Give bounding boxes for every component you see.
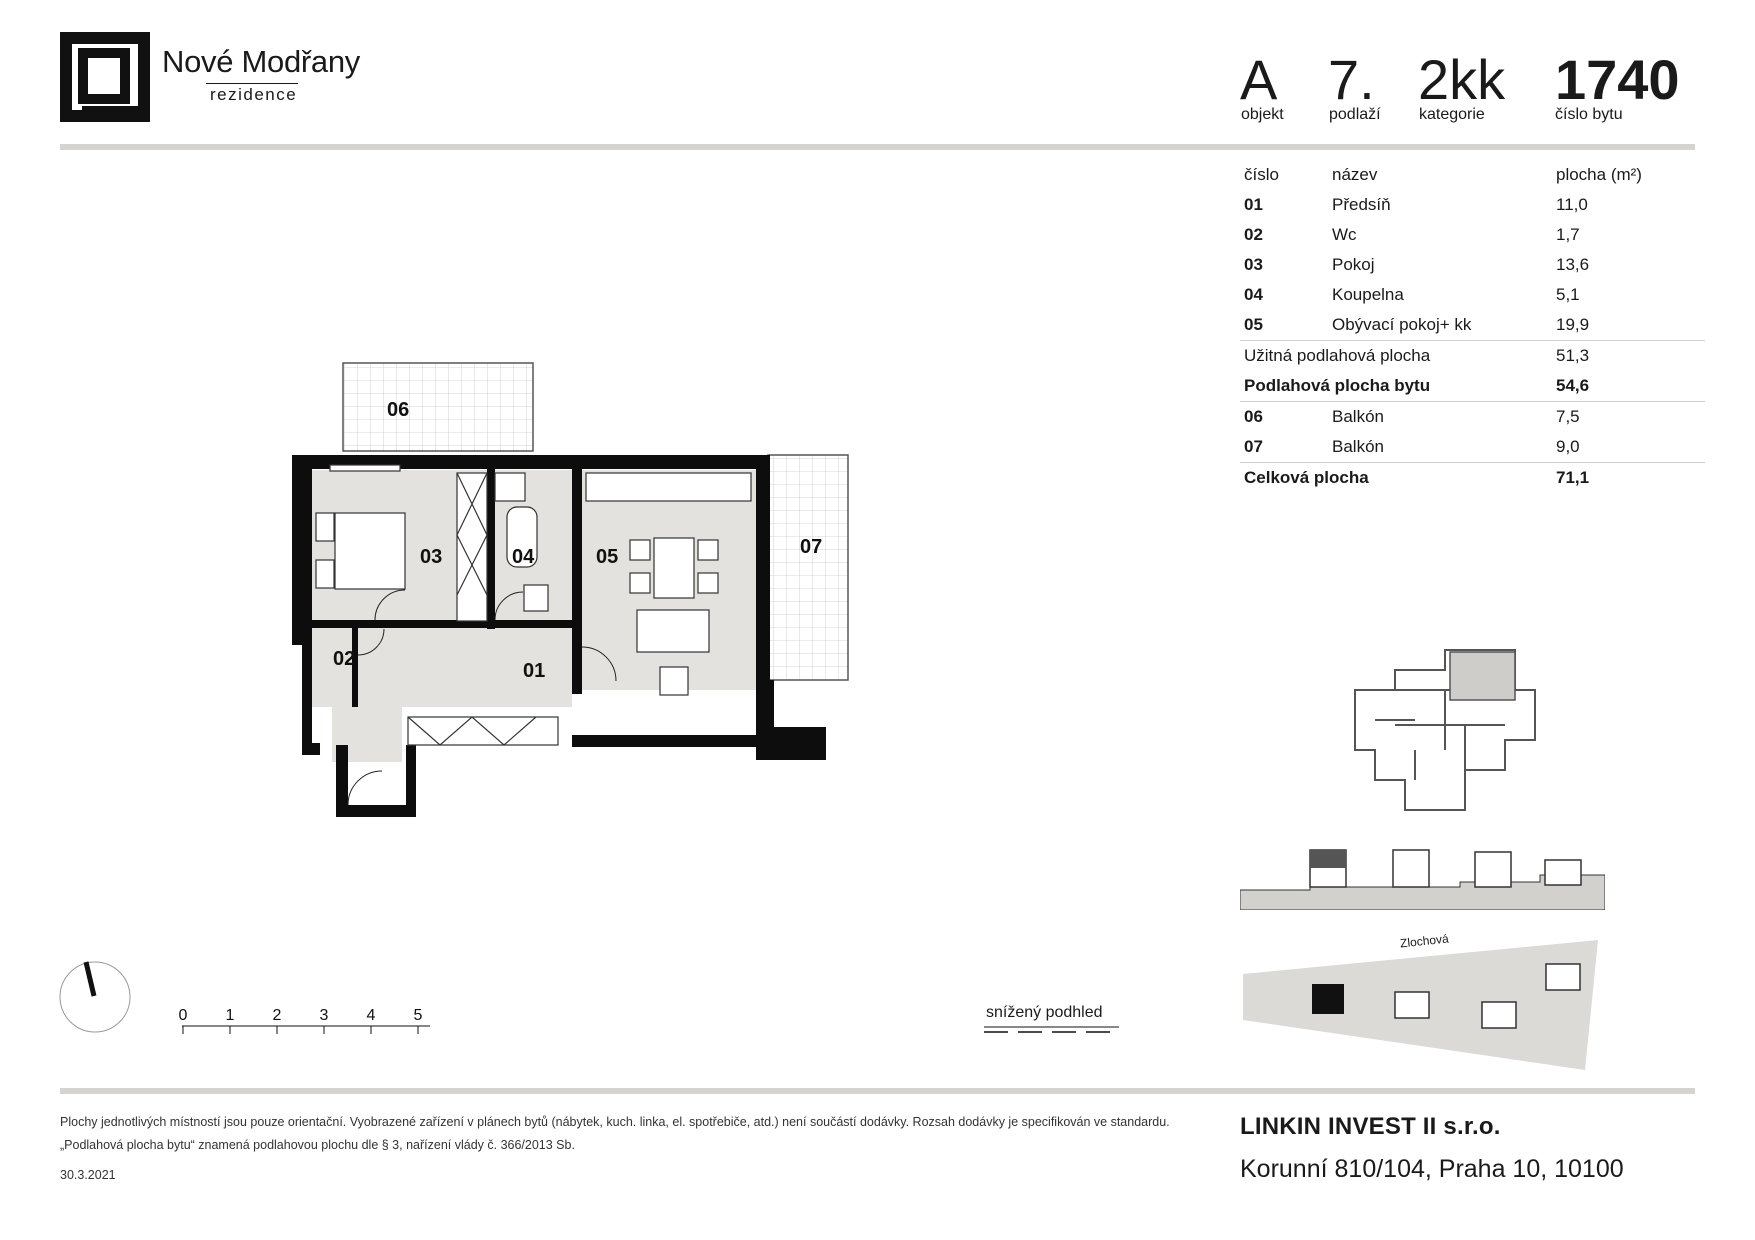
room-area: 19,9: [1556, 315, 1590, 334]
label-05: 05: [596, 546, 619, 568]
floor-area-label: Podlahová plocha bytu: [1244, 376, 1431, 395]
area-table: [1240, 160, 1705, 493]
room-name: Balkón: [1332, 437, 1384, 456]
scale-tick: 3: [319, 1007, 329, 1024]
table-row: [1240, 432, 1705, 463]
table-row: [1240, 190, 1705, 220]
logo-icon: [60, 32, 150, 122]
room-area: 5,1: [1556, 285, 1580, 304]
floor-area-value: 54,6: [1556, 376, 1590, 395]
header-divider: [60, 144, 1695, 150]
scale-bar: [170, 1000, 440, 1040]
col-name-header: název: [1332, 165, 1378, 184]
room-area: 9,0: [1556, 437, 1580, 456]
brand-subtitle: rezidence: [210, 85, 298, 104]
room-area: 13,6: [1556, 255, 1590, 274]
disclaimer-line-2: „Podlahová plocha bytu“ znamená podlahovou plochu dle § 3, nařízení vlády č. 366/2013 Sb.: [60, 1138, 575, 1152]
floor-plan: [280, 355, 870, 825]
company-name: LINKIN INVEST II s.r.o.: [1240, 1113, 1501, 1140]
room-area: 11,0: [1556, 195, 1588, 214]
table-row: [1240, 310, 1705, 341]
table-row: [1240, 280, 1705, 310]
document-date: 30.3.2021: [60, 1168, 116, 1182]
balcony-07: [768, 455, 848, 680]
scale-tick: 5: [413, 1007, 423, 1024]
table-row: [1240, 250, 1705, 280]
room-name: Koupelna: [1332, 285, 1404, 304]
room-name: Pokoj: [1332, 255, 1375, 274]
street-label: Zlochová: [1399, 931, 1450, 951]
floor-label: podlaží: [1329, 106, 1381, 123]
balcony-06: [343, 363, 533, 451]
label-07: 07: [800, 536, 823, 558]
floor-value: 7.: [1328, 48, 1375, 111]
scale-tick: 4: [366, 1007, 376, 1024]
label-01: 01: [523, 660, 546, 682]
room-number: 07: [1244, 437, 1263, 456]
building-key-plan: [1335, 630, 1550, 815]
label-02: 02: [333, 648, 356, 670]
room-name: Wc: [1332, 225, 1357, 244]
total-area-label: Celková plocha: [1244, 468, 1369, 487]
brand-divider: [206, 83, 298, 84]
building-elevation: [1240, 840, 1605, 910]
room-name: Balkón: [1332, 407, 1384, 426]
usable-area-label: Užitná podlahová plocha: [1244, 346, 1431, 365]
north-arrow-icon: [58, 960, 132, 1034]
ceiling-legend-label: snížený podhled: [986, 1004, 1103, 1021]
room-name: Předsíň: [1332, 195, 1391, 214]
building-value: A: [1240, 48, 1278, 111]
footer-divider: [60, 1088, 1695, 1094]
company-address: Korunní 810/104, Praha 10, 10100: [1240, 1155, 1624, 1183]
usable-area-value: 51,3: [1556, 346, 1590, 365]
floor-area-row: [1240, 371, 1705, 402]
room-number: 02: [1244, 225, 1263, 244]
building-label: objekt: [1241, 106, 1284, 123]
table-header: [1240, 160, 1705, 190]
room-number: 05: [1244, 315, 1263, 334]
table-row: [1240, 220, 1705, 250]
room-number: 01: [1244, 195, 1263, 214]
scale-tick: 2: [272, 1007, 282, 1024]
category-label: kategorie: [1419, 106, 1485, 123]
brand-name: Nové Modřany: [162, 44, 360, 79]
highlighted-unit: [1450, 652, 1515, 700]
label-04: 04: [512, 546, 535, 568]
disclaimer-line-1: Plochy jednotlivých místností jsou pouze orientační. Vyobrazené zařízení v plánech bytů (nábytek, kuch. linka, el. spotřebiče, atd.) není součástí dodávky. Rozsah dodávky je specifikován ve standardu.: [60, 1115, 1170, 1129]
category-value: 2kk: [1418, 48, 1506, 111]
col-area-header: plocha (m²): [1556, 165, 1642, 184]
total-area-value: 71,1: [1556, 468, 1590, 487]
room-number: 04: [1244, 285, 1263, 304]
room-name: Obývací pokoj+ kk: [1332, 315, 1472, 334]
col-number-header: číslo: [1244, 165, 1279, 184]
room-area: 1,7: [1556, 225, 1580, 244]
total-area-row: [1240, 463, 1705, 493]
unit-number-label: číslo bytu: [1555, 106, 1623, 123]
scale-tick: 1: [225, 1007, 235, 1024]
room-area: 7,5: [1556, 407, 1580, 426]
current-building: [1312, 984, 1344, 1014]
label-03: 03: [420, 546, 443, 568]
room-number: 06: [1244, 407, 1263, 426]
scale-tick: 0: [178, 1007, 188, 1024]
table-row: [1240, 402, 1705, 432]
ceiling-legend-line: [984, 1024, 1119, 1034]
room-number: 03: [1244, 255, 1263, 274]
usable-area-row: [1240, 341, 1705, 371]
unit-number-value: 1740: [1555, 48, 1680, 111]
site-plan: [1240, 930, 1605, 1070]
label-06: 06: [387, 399, 410, 421]
